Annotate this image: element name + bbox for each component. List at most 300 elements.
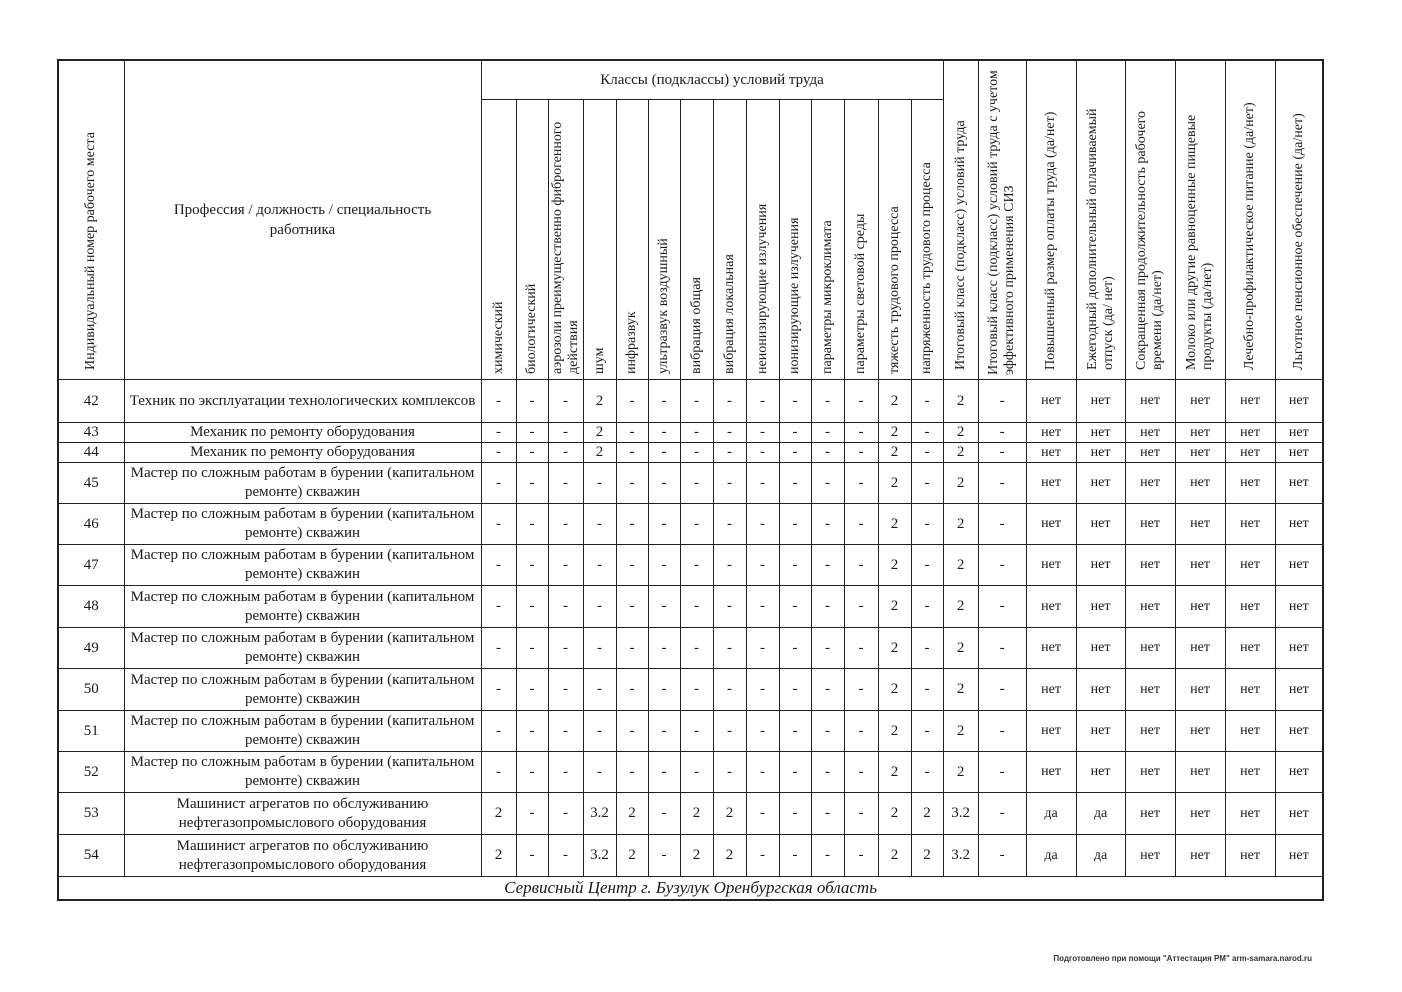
factor-class-cell: -	[616, 711, 648, 752]
profession-cell: Мастер по сложным работам в бурении (капитальном ремонте) скважин	[124, 463, 481, 504]
workplace-id-cell: 54	[58, 835, 124, 877]
guarantee-cell: нет	[1175, 443, 1225, 463]
factor-class-cell: -	[648, 586, 680, 628]
guarantee-cell: нет	[1125, 463, 1175, 504]
guarantee-cell: нет	[1125, 628, 1175, 669]
factor-class-cell: -	[746, 752, 779, 793]
profession-cell: Мастер по сложным работам в бурении (капитальном ремонте) скважин	[124, 628, 481, 669]
guarantee-cell: нет	[1175, 752, 1225, 793]
factor-class-cell: -	[844, 752, 878, 793]
factor-class-cell: 2	[616, 835, 648, 877]
factor-class-cell: -	[911, 586, 943, 628]
profession-cell: Техник по эксплуатации технологических комплексов	[124, 380, 481, 423]
factor-class-cell: -	[713, 669, 746, 711]
guarantee-cell: нет	[1026, 669, 1076, 711]
factor-class-cell: -	[680, 586, 713, 628]
factor-class-cell: -	[583, 586, 616, 628]
final-class-siz-cell: -	[978, 835, 1026, 877]
factor-class-cell: -	[583, 463, 616, 504]
factor-class-cell: 2	[583, 443, 616, 463]
factor-class-cell: -	[481, 752, 516, 793]
header-factor-7-label: вибрация общая	[688, 276, 704, 374]
factor-class-cell: 2	[878, 793, 911, 835]
guarantee-cell: нет	[1225, 423, 1275, 443]
factor-class-cell: -	[779, 443, 811, 463]
guarantee-cell: нет	[1026, 380, 1076, 423]
factor-class-cell: -	[811, 628, 844, 669]
factor-class-cell: -	[616, 423, 648, 443]
guarantee-cell: нет	[1076, 423, 1125, 443]
guarantee-cell: нет	[1175, 835, 1225, 877]
header-factor-12	[844, 100, 878, 380]
header-workplace-id-label: Индивидуальный номер рабочего места	[83, 132, 99, 370]
guarantee-cell: нет	[1175, 504, 1225, 545]
factor-class-cell: -	[583, 669, 616, 711]
final-class-cell: 2	[943, 669, 978, 711]
factor-class-cell: -	[844, 504, 878, 545]
factor-class-cell: -	[616, 628, 648, 669]
final-class-cell: 2	[943, 463, 978, 504]
guarantee-cell: нет	[1275, 545, 1323, 586]
final-class-cell: 3.2	[943, 793, 978, 835]
factor-class-cell: 2	[481, 835, 516, 877]
factor-class-cell: 2	[878, 835, 911, 877]
factor-class-cell: -	[616, 463, 648, 504]
factor-class-cell: 2	[878, 545, 911, 586]
factor-class-cell: 2	[911, 793, 943, 835]
profession-cell: Механик по ремонту оборудования	[124, 423, 481, 443]
factor-class-cell: -	[911, 545, 943, 586]
final-class-siz-cell: -	[978, 545, 1026, 586]
guarantee-cell: нет	[1125, 835, 1175, 877]
factor-class-cell: -	[516, 752, 548, 793]
factor-class-cell: -	[648, 793, 680, 835]
final-class-cell: 2	[943, 586, 978, 628]
factor-class-cell: -	[811, 835, 844, 877]
final-class-cell: 2	[943, 423, 978, 443]
factor-class-cell: 2	[878, 752, 911, 793]
workplace-id-cell: 42	[58, 380, 124, 423]
factor-class-cell: -	[616, 504, 648, 545]
factor-class-cell: 2	[878, 504, 911, 545]
factor-class-cell: -	[811, 711, 844, 752]
factor-class-cell: -	[680, 545, 713, 586]
factor-class-cell: -	[616, 545, 648, 586]
guarantee-cell: нет	[1076, 443, 1125, 463]
table-row	[58, 545, 1323, 586]
header-factor-3-label: аэрозоли преимущественно фиброгенного действия	[549, 121, 581, 374]
factor-class-cell: 2	[878, 443, 911, 463]
factor-class-cell: -	[583, 752, 616, 793]
factor-class-cell: -	[481, 586, 516, 628]
factor-class-cell: -	[811, 423, 844, 443]
factor-class-cell: -	[911, 504, 943, 545]
workplace-id-cell: 47	[58, 545, 124, 586]
profession-cell: Мастер по сложным работам в бурении (капитальном ремонте) скважин	[124, 586, 481, 628]
factor-class-cell: -	[680, 463, 713, 504]
header-factor-12-label: параметры световой среды	[853, 213, 868, 374]
factor-class-cell: -	[911, 711, 943, 752]
guarantee-cell: нет	[1125, 443, 1175, 463]
final-class-cell: 2	[943, 443, 978, 463]
factor-class-cell: -	[548, 628, 583, 669]
guarantee-cell: нет	[1026, 463, 1076, 504]
factor-class-cell: -	[811, 463, 844, 504]
final-class-cell: 2	[943, 711, 978, 752]
workplace-id-cell: 52	[58, 752, 124, 793]
guarantee-cell: нет	[1125, 504, 1175, 545]
factor-class-cell: -	[746, 463, 779, 504]
header-guarantee-3-label: Сокращенная продолжительность рабочего времени (да/нет)	[1134, 110, 1166, 370]
factor-class-cell: -	[779, 504, 811, 545]
factor-class-cell: -	[648, 835, 680, 877]
factor-class-cell: -	[516, 835, 548, 877]
header-guarantee-4	[1175, 60, 1225, 380]
table-row	[58, 504, 1323, 545]
organization-footer: Сервисный Центр г. Бузулук Оренбургская область	[58, 877, 1323, 901]
factor-class-cell: -	[911, 423, 943, 443]
table-row	[58, 443, 1323, 463]
header-factor-2	[516, 100, 548, 380]
factor-class-cell: -	[779, 545, 811, 586]
factor-class-cell: -	[844, 711, 878, 752]
factor-class-cell: -	[811, 504, 844, 545]
table-row	[58, 835, 1323, 877]
guarantee-cell: нет	[1076, 669, 1125, 711]
guarantee-cell: да	[1026, 835, 1076, 877]
factor-class-cell: -	[811, 793, 844, 835]
final-class-siz-cell: -	[978, 669, 1026, 711]
factor-class-cell: -	[648, 380, 680, 423]
factor-class-cell: -	[779, 711, 811, 752]
factor-class-cell: -	[746, 545, 779, 586]
header-factor-9-label: неионизирующие излучения	[754, 203, 770, 374]
factor-class-cell: -	[548, 752, 583, 793]
guarantee-cell: нет	[1225, 586, 1275, 628]
factor-class-cell: -	[516, 545, 548, 586]
factor-class-cell: -	[779, 586, 811, 628]
factor-class-cell: -	[779, 628, 811, 669]
factor-class-cell: -	[616, 586, 648, 628]
header-factor-5	[616, 100, 648, 380]
guarantee-cell: нет	[1026, 545, 1076, 586]
final-class-cell: 2	[943, 504, 978, 545]
factor-class-cell: -	[911, 752, 943, 793]
guarantee-cell: да	[1076, 793, 1125, 835]
header-factor-10-label: ионизирующие излучения	[787, 217, 802, 374]
factor-class-cell: -	[548, 423, 583, 443]
factor-class-cell: -	[616, 443, 648, 463]
factor-class-cell: -	[548, 443, 583, 463]
guarantee-cell: да	[1076, 835, 1125, 877]
factor-class-cell: -	[746, 380, 779, 423]
header-factor-5-label: инфразвук	[624, 310, 639, 374]
guarantee-cell: нет	[1175, 793, 1225, 835]
factor-class-cell: -	[779, 835, 811, 877]
guarantee-cell: нет	[1076, 586, 1125, 628]
factor-class-cell: -	[481, 669, 516, 711]
factor-class-cell: -	[811, 545, 844, 586]
guarantee-cell: нет	[1076, 545, 1125, 586]
factor-class-cell: -	[779, 669, 811, 711]
factor-class-cell: -	[516, 586, 548, 628]
header-guarantee-3	[1125, 60, 1175, 380]
factor-class-cell: -	[746, 443, 779, 463]
factor-class-cell: -	[811, 380, 844, 423]
factor-class-cell: 2	[713, 793, 746, 835]
factor-class-cell: -	[779, 793, 811, 835]
header-factor-6-label: ультразвук воздушный	[656, 237, 671, 374]
factor-class-cell: -	[481, 423, 516, 443]
factor-class-cell: -	[548, 835, 583, 877]
guarantee-cell: нет	[1026, 423, 1076, 443]
guarantee-cell: нет	[1275, 586, 1323, 628]
sout-sheet	[57, 59, 1324, 901]
workplace-id-cell: 50	[58, 669, 124, 711]
header-factor-7	[680, 100, 713, 380]
header-guarantee-1	[1026, 60, 1076, 380]
guarantee-cell: нет	[1026, 586, 1076, 628]
factor-class-cell: -	[911, 380, 943, 423]
guarantee-cell: нет	[1225, 628, 1275, 669]
guarantee-cell: нет	[1175, 463, 1225, 504]
guarantee-cell: нет	[1225, 545, 1275, 586]
factor-class-cell: 2	[583, 423, 616, 443]
factor-class-cell: -	[648, 423, 680, 443]
factor-class-cell: -	[516, 443, 548, 463]
header-guarantee-2	[1076, 60, 1125, 380]
factor-class-cell: -	[844, 463, 878, 504]
factor-class-cell: -	[516, 669, 548, 711]
factor-class-cell: 2	[878, 586, 911, 628]
guarantee-cell: нет	[1026, 628, 1076, 669]
workplace-id-cell: 46	[58, 504, 124, 545]
factor-class-cell: -	[548, 669, 583, 711]
factor-class-cell: -	[713, 423, 746, 443]
header-factor-6	[648, 100, 680, 380]
header-factor-1-label: химический	[490, 301, 506, 374]
guarantee-cell: нет	[1225, 443, 1275, 463]
header-guarantee-6-label: Льготное пенсионное обеспечение (да/нет)	[1290, 113, 1306, 370]
factor-class-cell: -	[481, 443, 516, 463]
header-factor-10	[779, 100, 811, 380]
final-class-siz-cell: -	[978, 752, 1026, 793]
guarantee-cell: нет	[1076, 752, 1125, 793]
header-row-top	[58, 60, 1323, 100]
factor-class-cell: -	[844, 545, 878, 586]
factor-class-cell: -	[648, 463, 680, 504]
factor-class-cell: -	[583, 711, 616, 752]
guarantee-cell: нет	[1076, 628, 1125, 669]
factor-class-cell: -	[680, 669, 713, 711]
guarantee-cell: нет	[1225, 752, 1275, 793]
factor-class-cell: -	[713, 504, 746, 545]
header-factor-8-label: вибрация локальная	[721, 253, 737, 374]
factor-class-cell: -	[746, 835, 779, 877]
workplace-id-cell: 49	[58, 628, 124, 669]
factor-class-cell: -	[648, 628, 680, 669]
factor-class-cell: -	[481, 504, 516, 545]
guarantee-cell: нет	[1026, 711, 1076, 752]
profession-cell: Мастер по сложным работам в бурении (капитальном ремонте) скважин	[124, 504, 481, 545]
final-class-cell: 2	[943, 752, 978, 793]
header-factor-4-label: шум	[591, 347, 607, 374]
guarantee-cell: нет	[1275, 443, 1323, 463]
guarantee-cell: нет	[1225, 669, 1275, 711]
factor-class-cell: -	[583, 628, 616, 669]
factor-class-cell: -	[516, 423, 548, 443]
profession-cell: Мастер по сложным работам в бурении (капитальном ремонте) скважин	[124, 711, 481, 752]
guarantee-cell: нет	[1026, 504, 1076, 545]
factor-class-cell: 2	[713, 835, 746, 877]
factor-class-cell: 2	[680, 835, 713, 877]
factor-class-cell: 2	[878, 669, 911, 711]
factor-class-cell: -	[481, 463, 516, 504]
table-row	[58, 463, 1323, 504]
header-factor-9	[746, 100, 779, 380]
factor-class-cell: -	[746, 628, 779, 669]
factor-class-cell: 3.2	[583, 793, 616, 835]
header-conditions-group: Классы (подклассы) условий труда	[481, 60, 943, 100]
header-factor-2-label: биологический	[524, 283, 539, 374]
header-final-class-label: Итоговый класс (подкласс) условий труда	[952, 120, 968, 370]
header-guarantee-4-label: Молоко или другие равноценные пищевые продукты (да/нет)	[1184, 114, 1216, 370]
header-factor-11-label: параметры микроклимата	[819, 219, 835, 374]
table-row	[58, 711, 1323, 752]
header-factor-1	[481, 100, 516, 380]
guarantee-cell: нет	[1175, 380, 1225, 423]
factor-class-cell: -	[680, 752, 713, 793]
guarantee-cell: нет	[1076, 380, 1125, 423]
profession-cell: Мастер по сложным работам в бурении (капитальном ремонте) скважин	[124, 752, 481, 793]
factor-class-cell: -	[680, 711, 713, 752]
factor-class-cell: -	[911, 669, 943, 711]
factor-class-cell: -	[648, 545, 680, 586]
final-class-siz-cell: -	[978, 504, 1026, 545]
header-factor-3	[548, 100, 583, 380]
workplace-id-cell: 53	[58, 793, 124, 835]
guarantee-cell: нет	[1026, 752, 1076, 793]
factor-class-cell: -	[911, 443, 943, 463]
factor-class-cell: -	[648, 669, 680, 711]
guarantee-cell: нет	[1225, 711, 1275, 752]
factor-class-cell: -	[583, 504, 616, 545]
factor-class-cell: -	[548, 711, 583, 752]
working-conditions-table	[57, 59, 1324, 901]
factor-class-cell: -	[583, 545, 616, 586]
factor-class-cell: -	[713, 545, 746, 586]
factor-class-cell: -	[713, 628, 746, 669]
factor-class-cell: -	[844, 443, 878, 463]
factor-class-cell: -	[811, 443, 844, 463]
factor-class-cell: -	[779, 752, 811, 793]
factor-class-cell: -	[548, 586, 583, 628]
factor-class-cell: 2	[680, 793, 713, 835]
factor-class-cell: -	[844, 423, 878, 443]
header-factor-13-label: тяжесть трудового процесса	[886, 205, 902, 374]
final-class-siz-cell: -	[978, 793, 1026, 835]
guarantee-cell: нет	[1175, 423, 1225, 443]
factor-class-cell: 2	[878, 423, 911, 443]
header-guarantee-6	[1275, 60, 1323, 380]
factor-class-cell: -	[844, 586, 878, 628]
factor-class-cell: 2	[878, 380, 911, 423]
factor-class-cell: -	[713, 380, 746, 423]
factor-class-cell: -	[844, 669, 878, 711]
final-class-cell: 2	[943, 380, 978, 423]
guarantee-cell: нет	[1225, 793, 1275, 835]
factor-class-cell: 2	[616, 793, 648, 835]
header-final-class-siz	[978, 60, 1026, 380]
factor-class-cell: -	[516, 380, 548, 423]
factor-class-cell: -	[548, 463, 583, 504]
header-guarantee-1-label: Повышенный размер оплаты труда (да/нет)	[1043, 111, 1059, 370]
guarantee-cell: да	[1026, 793, 1076, 835]
guarantee-cell: нет	[1076, 711, 1125, 752]
factor-class-cell: -	[746, 504, 779, 545]
factor-class-cell: -	[713, 711, 746, 752]
workplace-id-cell: 43	[58, 423, 124, 443]
final-class-siz-cell: -	[978, 711, 1026, 752]
factor-class-cell: -	[481, 711, 516, 752]
factor-class-cell: -	[616, 380, 648, 423]
factor-class-cell: -	[516, 711, 548, 752]
table-row	[58, 586, 1323, 628]
factor-class-cell: -	[844, 793, 878, 835]
factor-class-cell: -	[548, 380, 583, 423]
table-row	[58, 752, 1323, 793]
profession-cell: Мастер по сложным работам в бурении (капитальном ремонте) скважин	[124, 669, 481, 711]
profession-cell: Машинист агрегатов по обслуживанию нефтегазопромыслового оборудования	[124, 793, 481, 835]
factor-class-cell: -	[844, 628, 878, 669]
guarantee-cell: нет	[1225, 504, 1275, 545]
profession-cell: Мастер по сложным работам в бурении (капитальном ремонте) скважин	[124, 545, 481, 586]
profession-cell: Машинист агрегатов по обслуживанию нефтегазопромыслового оборудования	[124, 835, 481, 877]
factor-class-cell: -	[713, 463, 746, 504]
software-credit: Подготовлено при помощи "Аттестация РМ" arm-samara.narod.ru	[1053, 954, 1312, 963]
guarantee-cell: нет	[1125, 586, 1175, 628]
guarantee-cell: нет	[1175, 586, 1225, 628]
guarantee-cell: нет	[1275, 835, 1323, 877]
factor-class-cell: -	[713, 443, 746, 463]
factor-class-cell: -	[713, 586, 746, 628]
factor-class-cell: -	[648, 504, 680, 545]
header-profession: Профессия / должность / специальность работника	[124, 60, 481, 380]
header-guarantee-2-label: Ежегодный дополнительный оплачиваемый отпуск (да/ нет)	[1084, 108, 1116, 370]
factor-class-cell: 2	[878, 628, 911, 669]
factor-class-cell: -	[648, 752, 680, 793]
guarantee-cell: нет	[1225, 463, 1275, 504]
factor-class-cell: -	[680, 443, 713, 463]
factor-class-cell: -	[616, 752, 648, 793]
table-row	[58, 793, 1323, 835]
guarantee-cell: нет	[1275, 463, 1323, 504]
table-row	[58, 628, 1323, 669]
profession-cell: Механик по ремонту оборудования	[124, 443, 481, 463]
header-factor-13	[878, 100, 911, 380]
factor-class-cell: -	[844, 380, 878, 423]
header-factor-14	[911, 100, 943, 380]
guarantee-cell: нет	[1275, 380, 1323, 423]
final-class-siz-cell: -	[978, 443, 1026, 463]
factor-class-cell: -	[616, 669, 648, 711]
final-class-cell: 2	[943, 545, 978, 586]
factor-class-cell: -	[911, 463, 943, 504]
factor-class-cell: 2	[481, 793, 516, 835]
guarantee-cell: нет	[1275, 628, 1323, 669]
final-class-siz-cell: -	[978, 586, 1026, 628]
factor-class-cell: -	[680, 504, 713, 545]
